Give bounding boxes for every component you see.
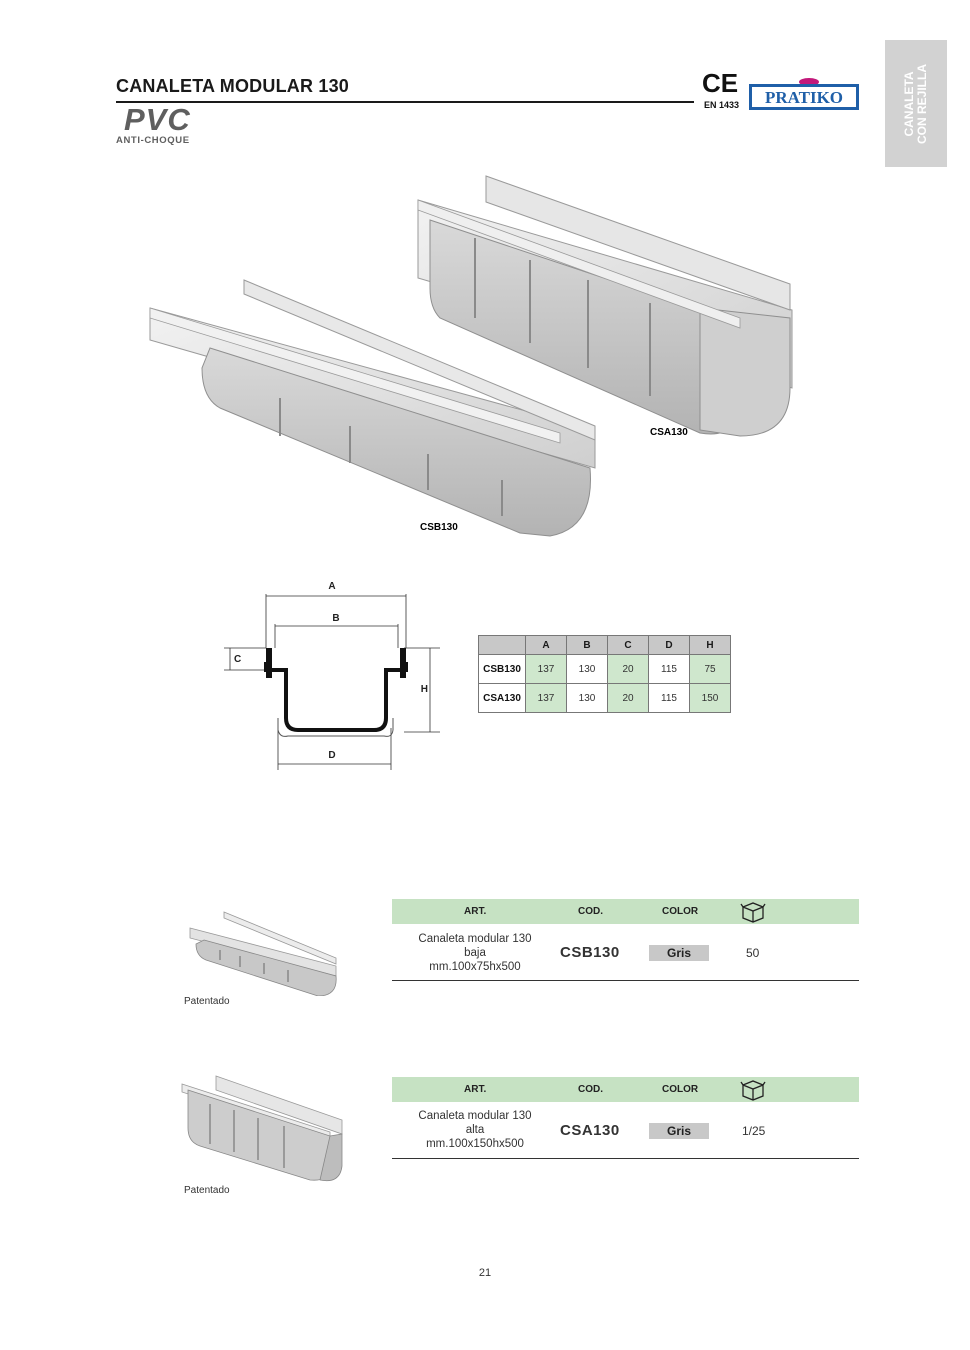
description-line: Canaleta modular 130 <box>418 1110 532 1122</box>
ce-mark-logo <box>702 68 742 112</box>
article-description <box>395 1109 555 1151</box>
article-quantity: 50 <box>746 946 760 960</box>
page-title: CANALETA MODULAR 130 <box>116 76 350 96</box>
thumb-low-channel-image <box>186 910 346 996</box>
table-row <box>479 655 731 684</box>
dimensions-table-corner <box>479 636 526 655</box>
pvc-logo <box>116 102 226 146</box>
article-row-divider <box>392 980 859 981</box>
cell-b: 130 <box>567 655 608 684</box>
pratiko-logo-text: PRATIKO <box>764 88 844 107</box>
article-table-header <box>392 899 859 924</box>
cell-d: 115 <box>649 684 690 713</box>
label-csb130: CSB130 <box>420 522 458 533</box>
page-number: 21 <box>478 1267 492 1279</box>
description-line: Canaleta modular 130 <box>418 933 532 945</box>
dim-label-b: B <box>332 613 340 624</box>
ce-norm-text: EN 1433 <box>704 100 740 110</box>
dim-label-c: C <box>234 654 242 665</box>
header-color: COLOR <box>662 1084 699 1095</box>
box-icon <box>740 901 766 923</box>
dim-label-a: A <box>328 581 336 592</box>
product-illustration <box>140 168 810 548</box>
cross-section-diagram <box>218 578 448 778</box>
header-color: COLOR <box>662 906 699 917</box>
side-tab-line2: CON REJILLA <box>915 63 929 144</box>
header-cod: COD. <box>578 906 603 917</box>
cell-c: 20 <box>608 655 649 684</box>
pratiko-logo <box>749 76 859 110</box>
header-art: ART. <box>464 906 487 917</box>
title-underline <box>116 101 694 103</box>
dim-label-h: H <box>420 684 428 695</box>
dimensions-table <box>478 635 731 713</box>
cell-a: 137 <box>526 684 567 713</box>
patent-label: Patentado <box>184 996 230 1007</box>
description-line: mm.100x150hx500 <box>426 1138 524 1150</box>
row-name: CSB130 <box>479 655 526 684</box>
header-cod: COD. <box>578 1084 603 1095</box>
thumb-high-channel-image <box>180 1074 346 1184</box>
label-csa130: CSA130 <box>650 427 688 438</box>
cell-h: 150 <box>690 684 731 713</box>
article-row-divider <box>392 1158 859 1159</box>
cell-h: 75 <box>690 655 731 684</box>
dim-label-d: D <box>328 750 336 761</box>
cell-c: 20 <box>608 684 649 713</box>
article-description <box>395 932 555 974</box>
article-color-badge: Gris <box>649 945 709 961</box>
dimensions-col-d: D <box>649 636 690 655</box>
article-color-badge: Gris <box>649 1123 709 1139</box>
article-code: CSB130 <box>560 944 620 961</box>
dimensions-col-h: H <box>690 636 731 655</box>
description-line: mm.100x75hx500 <box>429 961 521 973</box>
description-line: baja <box>464 947 486 959</box>
description-line: alta <box>465 1124 485 1136</box>
article-table-header <box>392 1077 859 1102</box>
side-tab-line1: CANALETA <box>902 70 916 137</box>
cell-a: 137 <box>526 655 567 684</box>
dimensions-col-c: C <box>608 636 649 655</box>
section-side-tab <box>885 40 947 167</box>
header-art: ART. <box>464 1084 487 1095</box>
dimensions-col-a: A <box>526 636 567 655</box>
pvc-logo-subtitle: ANTI-CHOQUE <box>116 135 190 146</box>
article-quantity: 1/25 <box>742 1124 766 1138</box>
ce-letters: CE <box>702 68 739 98</box>
pvc-logo-word: PVC <box>124 102 191 137</box>
box-icon <box>740 1079 766 1101</box>
cell-d: 115 <box>649 655 690 684</box>
row-name: CSA130 <box>479 684 526 713</box>
cell-b: 130 <box>567 684 608 713</box>
patent-label: Patentado <box>184 1185 230 1196</box>
article-code: CSA130 <box>560 1122 620 1139</box>
table-row <box>479 684 731 713</box>
dimensions-col-b: B <box>567 636 608 655</box>
